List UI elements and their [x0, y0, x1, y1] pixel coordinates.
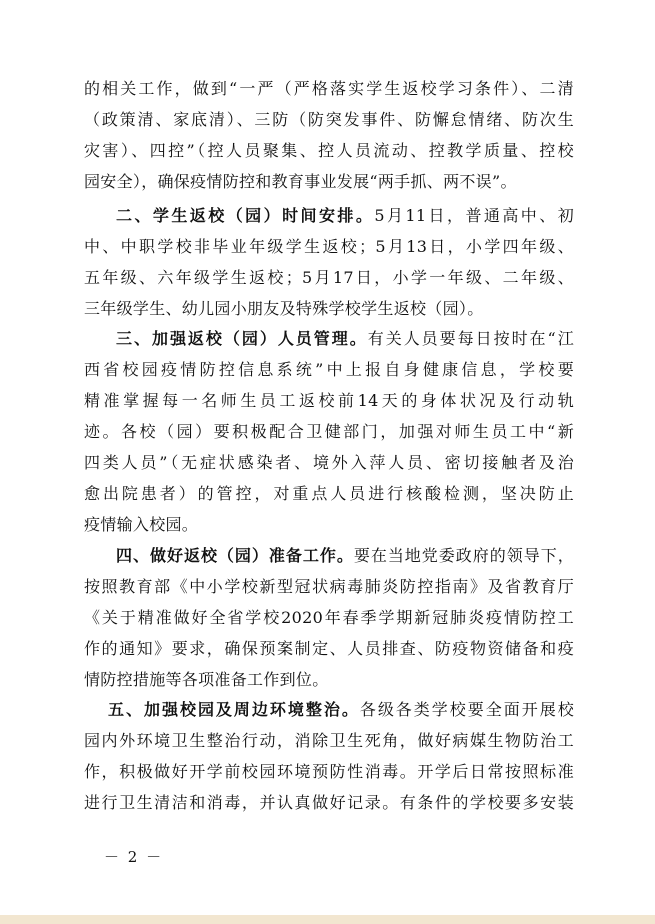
paragraph-1 — [84, 73, 574, 197]
paragraph-line: 灾害）、四控”（控人员聚集、控人员流动、控教学质量、控校 — [84, 141, 574, 160]
paragraph-line: 迹。各校（园）要积极配合卫健部门，加强对师生员工中“新 — [84, 422, 574, 441]
paragraph-line: 进行卫生清洁和消毒，并认真做好记录。有条件的学校要多安装 — [84, 793, 574, 812]
paragraph-line: 精准掌握每一名师生员工返校前14天的身体状况及行动轨 — [84, 391, 574, 410]
paragraph-line: 中、中职学校非毕业年级学生返校；5月13日，小学四年级、 — [84, 237, 574, 256]
paragraph-2 — [84, 200, 574, 324]
paragraph-text: 各级各类学校要全面开展校 — [359, 700, 574, 719]
section-heading: 五、加强校园及周边环境整治。 — [108, 700, 360, 719]
paragraph-line: 园内外环境卫生整治行动，消除卫生死角，做好病媒生物防治工 — [84, 731, 574, 750]
paragraph-line: 五年级、六年级学生返校；5月17日，小学一年级、二年级、 — [84, 268, 574, 287]
section-heading: 三、加强返校（园）人员管理。 — [116, 329, 368, 348]
paragraph-5 — [84, 694, 574, 818]
paragraph-line: 的相关工作，做到“一严（严格落实学生返校学习条件）、二清 — [84, 79, 574, 98]
paragraph-text: 要在当地党委政府的领导下， — [353, 546, 575, 565]
paragraph-line: （政策清、家底清）、三防（防突发事件、防懈怠情绪、防次生 — [84, 110, 574, 129]
section-heading: 二、学生返校（园）时间安排。 — [116, 206, 375, 225]
paragraph-line: 按照教育部《中小学校新型冠状病毒肺炎防控指南》及省教育厅 — [84, 577, 574, 596]
paragraph-line: 情防控措施等各项准备工作到位。 — [84, 670, 329, 689]
paragraph-first-line — [84, 540, 574, 571]
paragraph-line: 疫情输入校园。 — [84, 515, 199, 534]
paragraph-line: 作的通知》要求，确保预案制定、人员排查、防疫物资储备和疫 — [84, 639, 574, 658]
page-bottom-edge — [0, 915, 655, 924]
paragraph-4 — [84, 540, 574, 695]
paragraph-line: 四类人员”（无症状感染者、境外入萍人员、密切接触者及治 — [84, 453, 574, 472]
paragraph-line: 三年级学生、幼儿园小朋友及特殊学校学生返校（园）。 — [84, 299, 484, 318]
paragraph-first-line — [84, 200, 574, 231]
page-number: － 2 － — [104, 848, 164, 866]
paragraph-first-line — [84, 694, 574, 725]
paragraph-text: 5月11日，普通高中、初 — [374, 206, 575, 225]
paragraph-line: 园安全），确保疫情防控和教育事业发展“两手抓、两不误”。 — [84, 172, 517, 191]
paragraph-line: 作，积极做好开学前校园环境预防性消毒。开学后日常按照标准 — [84, 762, 574, 781]
paragraph-first-line — [84, 323, 574, 354]
paragraph-text: 有关人员要每日按时在“江 — [367, 329, 575, 348]
section-heading: 四、做好返校（园）准备工作。 — [116, 546, 354, 565]
paragraph-3 — [84, 323, 574, 540]
paragraph-line: 西省校园疫情防控信息系统”中上报自身健康信息，学校要 — [84, 360, 574, 379]
paragraph-line: 《关于精准做好全省学校2020年春季学期新冠肺炎疫情防控工 — [84, 608, 574, 627]
paragraph-line: 愈出院患者）的管控，对重点人员进行核酸检测，坚决防止 — [84, 484, 574, 503]
